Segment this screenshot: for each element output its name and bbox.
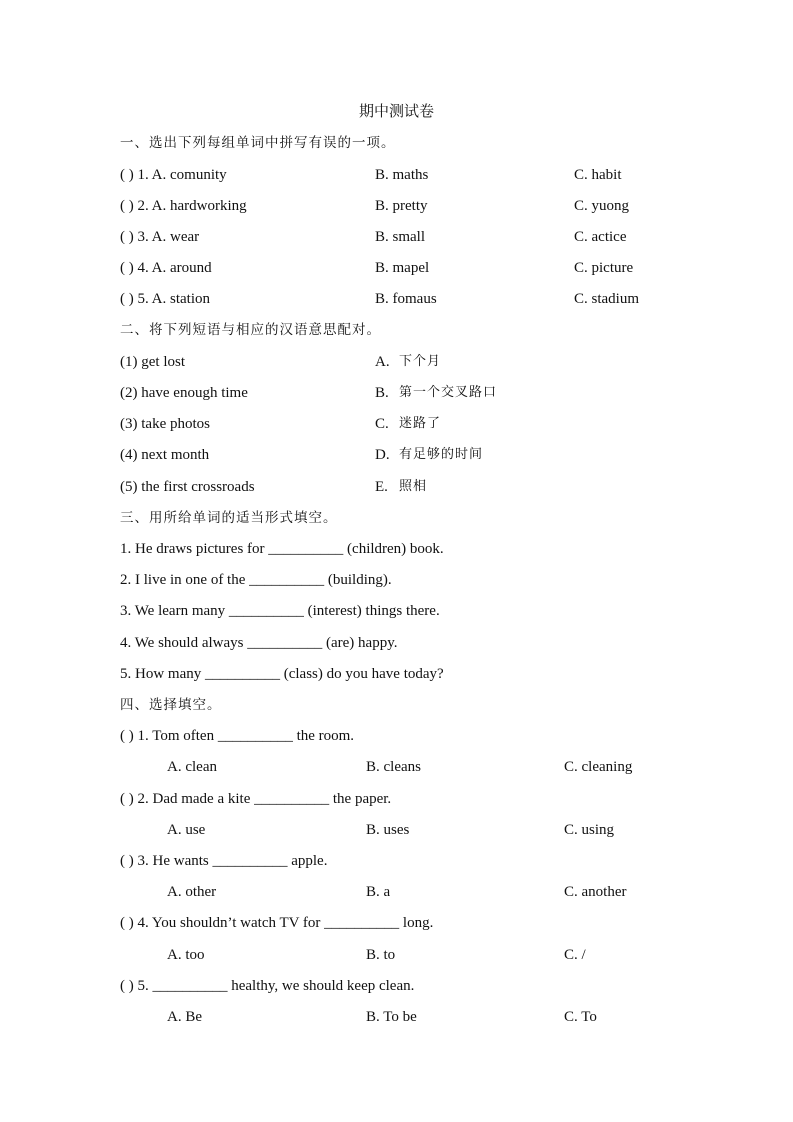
meaning-text: 迷路了 [399, 416, 442, 431]
question-option-a: ( ) 3. A. wear [120, 229, 200, 245]
question-option-a: ( ) 1. A. comunity [120, 167, 227, 183]
option-b: B. maths [375, 167, 429, 183]
option-b: B. uses [366, 822, 410, 838]
phrase: (4) next month [120, 447, 210, 463]
question-text: ( ) 2. Dad made a kite __________ the paper. [120, 791, 392, 807]
option-b: B. pretty [375, 198, 428, 214]
option-b: B. mapel [375, 260, 430, 276]
question-text: ( ) 4. You shouldn’t watch TV for __________ long. [120, 915, 434, 931]
option-c: C. habit [574, 167, 622, 183]
option-b: B. To be [366, 1009, 417, 1025]
question-text: ( ) 3. He wants __________ apple. [120, 853, 328, 869]
meaning-letter: A. [375, 354, 390, 370]
section-3-heading: 三、用所给单词的适当形式填空。 [120, 510, 338, 526]
section-2-heading: 二、将下列短语与相应的汉语意思配对。 [120, 322, 381, 338]
option-c: C. cleaning [564, 759, 633, 775]
phrase: (5) the first crossroads [120, 479, 255, 495]
option-c: C. yuong [574, 198, 630, 214]
meaning-letter: D. [375, 447, 390, 463]
question-text: ( ) 1. Tom often __________ the room. [120, 728, 355, 744]
question-option-a: ( ) 4. A. around [120, 260, 212, 276]
option-b: B. a [366, 884, 391, 900]
option-b: B. small [375, 229, 426, 245]
option-c: C. actice [574, 229, 627, 245]
option-a: A. use [167, 822, 206, 838]
option-a: A. too [167, 947, 205, 963]
option-c: C. To [564, 1009, 597, 1025]
phrase: (3) take photos [120, 416, 210, 432]
question-text: ( ) 5. __________ healthy, we should keep clean. [120, 978, 415, 994]
fill-in-item: 4. We should always __________ (are) happy. [120, 635, 398, 651]
option-a: A. other [167, 884, 217, 900]
meaning-letter: B. [375, 385, 389, 401]
option-c: C. / [564, 947, 586, 963]
option-b: B. fomaus [375, 291, 437, 307]
meaning-text: 照相 [399, 479, 428, 494]
fill-in-item: 1. He draws pictures for __________ (children) book. [120, 541, 444, 557]
meaning-text: 有足够的时间 [399, 447, 484, 462]
fill-in-item: 2. I live in one of the __________ (building). [120, 572, 392, 588]
section-4-heading: 四、选择填空。 [120, 697, 222, 713]
question-option-a: ( ) 2. A. hardworking [120, 198, 247, 214]
option-a: A. Be [167, 1009, 202, 1025]
option-b: B. cleans [366, 759, 421, 775]
page-title: 期中测试卷 [358, 104, 434, 120]
meaning-text: 下个月 [399, 354, 442, 369]
phrase: (2) have enough time [120, 385, 248, 401]
section-1-heading: 一、选出下列每组单词中拼写有误的一项。 [120, 135, 396, 151]
option-c: C. stadium [574, 291, 640, 307]
meaning-letter: E. [375, 479, 388, 495]
option-b: B. to [366, 947, 396, 963]
option-c: C. picture [574, 260, 634, 276]
option-a: A. clean [167, 759, 217, 775]
meaning-letter: C. [375, 416, 389, 432]
phrase: (1) get lost [120, 354, 185, 370]
meaning-text: 第一个交叉路口 [399, 385, 498, 400]
fill-in-item: 3. We learn many __________ (interest) things there. [120, 603, 440, 619]
fill-in-item: 5. How many __________ (class) do you have today? [120, 666, 444, 682]
option-c: C. using [564, 822, 615, 838]
option-c: C. another [564, 884, 627, 900]
question-option-a: ( ) 5. A. station [120, 291, 210, 307]
